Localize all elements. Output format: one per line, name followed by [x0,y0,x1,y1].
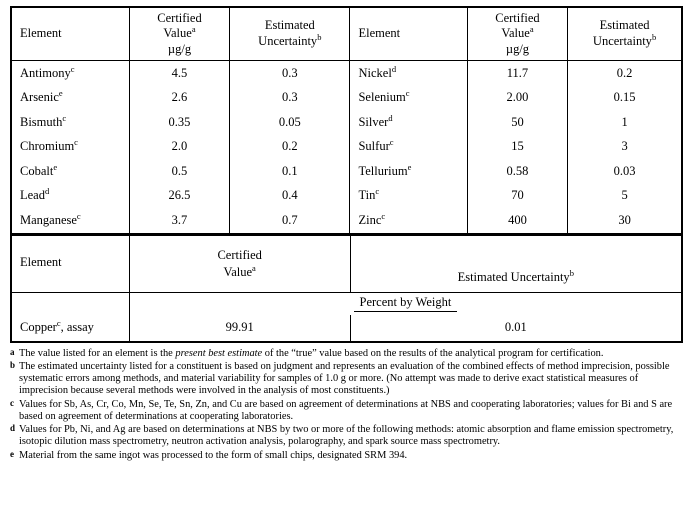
element-footnote-mark: e [407,161,412,172]
footnote-d-mark: d [10,423,16,434]
copper-header-element [11,235,129,292]
element-cell [350,184,467,209]
footnote-d-text: Values for Pb, Ni, and Ag are based on determinations at NBS by two or more of the following methods: atomic absorption and flame emission spectrometry, isotopic dilution mass spectrometry, neutron activation analysis, polarography, and spark source mass spectrometry. [19,424,674,448]
footnote-b-text: The estimated uncertainty listed for a constituent is based on judgment and represents an evaluation of the combined effects of method imprecision, possible systematic errors among methods, and material variability for samples of 1.0 g or more. (No attempt was made to derive exact statistical measures of imprecision because several methods were involved in the analysis of most constituents.) [19,360,670,397]
uncertainty-cell: 0.4 [230,184,350,209]
header-certified-line2-left: Value [163,26,192,41]
element-footnote-mark: c [74,137,78,148]
uncertainty-cell: 0.2 [230,135,350,160]
certified-value-cell: 70 [467,184,567,209]
element-cell [350,159,467,184]
element-cell [350,61,467,86]
copper-header-certified-sup: a [252,262,256,273]
element-cell [350,208,467,234]
element-name: Antimony [20,65,71,80]
element-footnote-mark: e [58,88,63,99]
certified-value-cell: 2.0 [129,135,229,160]
uncertainty-cell: 0.15 [568,86,682,111]
percent-row-spacer [11,292,129,315]
element-footnote-mark: c [375,186,380,197]
copper-header-certified-line1: Certified [217,248,262,263]
footnote-a-italic: present best estimate [175,347,263,359]
element-name: Silver [358,114,389,129]
element-name: Zinc [358,212,382,227]
header-element-left [11,7,129,61]
table-header-row [11,7,682,61]
element-cell [350,86,467,111]
element-cell [11,86,129,111]
footnotes-block [10,348,683,462]
table-row [11,86,682,111]
header-uncertainty-left [230,7,350,61]
header-certified-sup-left: a [191,24,196,35]
header-uncertainty-line1-left: Estimated [264,18,315,33]
header-uncertainty-right [568,7,682,61]
footnote-e-mark: e [10,448,14,459]
element-name: Copper [20,320,57,334]
copper-header-uncertainty [350,235,682,292]
element-footnote-mark: d [44,186,50,197]
certified-value-cell: 0.35 [129,110,229,135]
element-qualifier: , assay [60,320,94,334]
element-footnote-mark: c [70,63,75,74]
header-certified-line1-left: Certified [157,10,202,25]
header-element-left-label: Element [20,25,62,40]
footnote-c-text: Values for Sb, As, Cr, Co, Mn, Se, Te, Sn, Zn, and Cu are based on agreement of determinations at NBS and cooperating laboratories; values for Bi and S are based on agreement of determinations at cooperating laboratories. [19,398,673,422]
footnote-d [10,424,683,449]
percent-by-weight-label: Percent by Weight [354,295,458,312]
footnote-a-post: of the “true” value based on the results of the analytical program for certification. [262,347,604,359]
certified-value-cell: 3.7 [129,208,229,234]
uncertainty-cell: 0.7 [230,208,350,234]
element-cell [11,135,129,160]
element-footnote-mark: c [405,88,410,99]
element-footnote-mark: e [53,161,58,172]
uncertainty-cell: 0.03 [568,159,682,184]
copper-header-row [11,235,682,292]
table-row [11,208,682,234]
header-uncertainty-sup-left: b [317,31,322,42]
footnote-a [10,348,683,360]
copper-header-certified-value [129,235,350,292]
element-footnote-mark: c [62,112,67,123]
element-name: Nickel [358,65,392,80]
copper-header-uncertainty-label: Estimated Uncertainty [457,270,570,285]
element-name: Tin [358,188,376,203]
certified-value-cell: 26.5 [129,184,229,209]
element-footnote-mark: c [56,317,61,328]
element-name: Selenium [358,90,406,105]
header-certified-value-left [129,7,229,61]
element-footnote-mark: c [76,210,81,221]
element-name: Lead [20,188,45,203]
table-row [11,135,682,160]
certified-values-table [10,6,683,235]
element-cell [350,135,467,160]
table-row [11,184,682,209]
element-cell [11,159,129,184]
element-name: Tellurium [358,163,408,178]
copper-header-element-label: Element [20,255,62,269]
certified-value-cell: 2.6 [129,86,229,111]
element-cell [11,110,129,135]
footnote-c [10,399,683,424]
uncertainty-cell: 5 [568,184,682,209]
table-row [11,110,682,135]
header-certified-line1-right: Certified [495,10,540,25]
header-uncertainty-line2-right: Uncertainty [592,34,652,48]
footnote-e-text: Material from the same ingot was processed to the form of small chips, designated SRM 394. [19,449,408,461]
footnote-b-mark: b [10,359,16,370]
copper-uncertainty-cell: 0.01 [350,315,682,342]
certified-value-cell: 15 [467,135,567,160]
header-element-right-label: Element [358,25,401,40]
header-certified-line2-right: Value [501,26,530,41]
copper-assay-row [11,315,682,342]
uncertainty-cell: 0.3 [230,86,350,111]
certified-value-cell: 50 [467,110,567,135]
element-name: Chromium [20,139,75,154]
header-certified-units-right: µg/g [505,41,530,56]
header-certified-units-left: µg/g [167,41,192,56]
footnote-b [10,361,683,398]
copper-assay-table [10,235,683,343]
element-cell [11,208,129,234]
certified-value-cell: 400 [467,208,567,234]
element-name: Cobalt [20,163,54,178]
certified-value-cell: 4.5 [129,61,229,86]
footnote-e [10,450,683,462]
element-footnote-mark: c [389,137,394,148]
element-cell [350,110,467,135]
uncertainty-cell: 1 [568,110,682,135]
uncertainty-cell: 0.1 [230,159,350,184]
footnote-a-pre: The value listed for an element is the [19,347,176,359]
element-footnote-mark: d [388,112,393,123]
element-name: Manganese [20,212,77,227]
certified-value-cell: 0.58 [467,159,567,184]
footnote-c-mark: c [10,397,14,408]
header-certified-sup-right: a [529,24,534,35]
certified-value-cell: 2.00 [467,86,567,111]
copper-element-cell [11,315,129,342]
uncertainty-cell: 0.3 [230,61,350,86]
copper-certified-value-cell: 99.91 [129,315,350,342]
element-cell [11,61,129,86]
header-element-right [350,7,467,61]
table-row [11,159,682,184]
percent-by-weight-cell [129,292,682,315]
uncertainty-cell: 0.2 [568,61,682,86]
element-footnote-mark: c [381,210,386,221]
header-uncertainty-line2-left: Uncertainty [258,34,318,48]
percent-by-weight-row [11,292,682,315]
header-certified-value-right [467,7,567,61]
table-row [11,61,682,86]
copper-header-uncertainty-sup: b [569,268,574,279]
uncertainty-cell: 0.05 [230,110,350,135]
element-name: Sulfur [358,139,390,154]
header-uncertainty-sup-right: b [651,31,657,42]
certified-value-cell: 0.5 [129,159,229,184]
certified-value-cell: 11.7 [467,61,567,86]
footnote-a-mark: a [10,346,15,357]
element-name: Bismuth [20,114,63,129]
uncertainty-cell: 3 [568,135,682,160]
copper-header-certified-line2: Value [223,264,253,279]
uncertainty-cell: 30 [568,208,682,234]
element-footnote-mark: d [391,63,397,74]
element-name: Arsenic [20,90,59,105]
element-cell [11,184,129,209]
header-uncertainty-line1-right: Estimated [599,18,650,33]
